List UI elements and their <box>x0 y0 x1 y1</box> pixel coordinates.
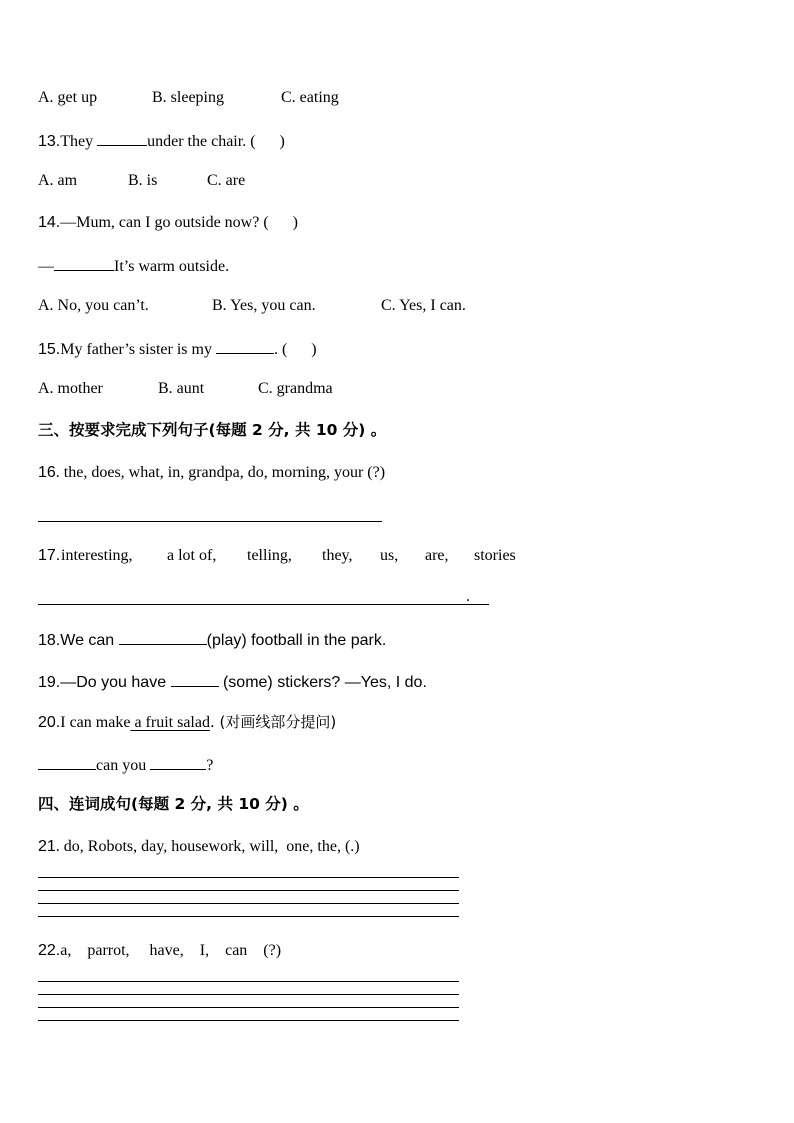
q17-word: stories <box>474 547 516 564</box>
question-number: 13. <box>38 133 61 150</box>
writing-line[interactable] <box>38 994 459 995</box>
answer-blank[interactable] <box>38 754 96 770</box>
answer-blank[interactable] <box>216 338 274 354</box>
answer-blank[interactable] <box>150 754 206 770</box>
underlined-phrase: a fruit salad <box>130 714 210 731</box>
q17-word: they, <box>322 547 353 564</box>
q17-word: are, <box>425 547 449 564</box>
q14-option-b: B. Yes, you can. <box>212 297 316 314</box>
writing-line[interactable] <box>38 916 459 917</box>
question-15: 15.My father’s sister is my . ( ) <box>38 338 317 360</box>
answer-line[interactable] <box>38 604 489 605</box>
q13-option-c: C. are <box>207 172 246 189</box>
question-number: 21 <box>38 838 56 855</box>
question-number: 14. <box>38 214 61 231</box>
q15-option-a: A. mother <box>38 380 103 397</box>
answer-blank[interactable] <box>171 671 219 687</box>
q13-option-b: B. is <box>128 172 158 189</box>
q17-word: a lot of, <box>167 547 217 564</box>
writing-line[interactable] <box>38 1007 459 1008</box>
writing-line[interactable] <box>38 890 459 891</box>
question-19: 19.—Do you have (some) stickers? —Yes, I do. <box>38 671 427 693</box>
question-number: 22. <box>38 942 61 959</box>
answer-line[interactable] <box>38 521 382 522</box>
question-14: 14.—Mum, can I go outside now? ( ) <box>38 214 298 231</box>
question-16: 16. the, does, what, in, grandpa, do, morning, your (?) <box>38 464 386 481</box>
question-17 <box>38 546 60 566</box>
question-number: 18. <box>38 632 61 649</box>
question-18: 18.We can (play) football in the park. <box>38 629 386 651</box>
question-20: 20.I can make a fruit salad. (对画线部分提问) <box>38 713 337 731</box>
q14-option-a: A. No, you can’t. <box>38 297 149 314</box>
question-14-answer: — It’s warm outside. <box>38 255 229 277</box>
question-21: 21. do, Robots, day, housework, will, one, the, (.) <box>38 838 360 855</box>
question-number: 17. <box>38 547 61 564</box>
question-13: 13.They under the chair. ( ) <box>38 130 285 152</box>
section-3-heading: 三、按要求完成下列句子(每题 2 分, 共 10 分) 。 <box>38 421 387 439</box>
writing-line[interactable] <box>38 1020 459 1021</box>
q12-option-c: C. eating <box>281 89 339 106</box>
q17-period: . <box>466 588 470 605</box>
q17-word: telling, <box>247 547 292 564</box>
writing-line[interactable] <box>38 877 459 878</box>
answer-blank[interactable] <box>54 255 114 271</box>
q13-option-a: A. am <box>38 172 78 189</box>
question-number: 20. <box>38 714 61 731</box>
writing-line[interactable] <box>38 981 459 982</box>
answer-blank[interactable] <box>97 130 147 146</box>
q17-word: interesting, <box>61 547 133 564</box>
question-22: 22.a, parrot, have, I, can (?) <box>38 942 282 959</box>
answer-blank[interactable] <box>119 629 207 645</box>
q17-word: us, <box>380 547 399 564</box>
q12-option-a: A. get up <box>38 89 98 106</box>
writing-line[interactable] <box>38 903 459 904</box>
question-20-answer: can you ? <box>38 754 213 776</box>
q12-option-b: B. sleeping <box>152 89 224 106</box>
q15-option-b: B. aunt <box>158 380 205 397</box>
q14-option-c: C. Yes, I can. <box>381 297 466 314</box>
section-4-heading: 四、连词成句(每题 2 分, 共 10 分) 。 <box>38 795 309 813</box>
question-number: 16 <box>38 464 56 481</box>
question-number: 19. <box>38 674 61 691</box>
question-number: 15. <box>38 341 61 358</box>
q15-option-c: C. grandma <box>258 380 333 397</box>
